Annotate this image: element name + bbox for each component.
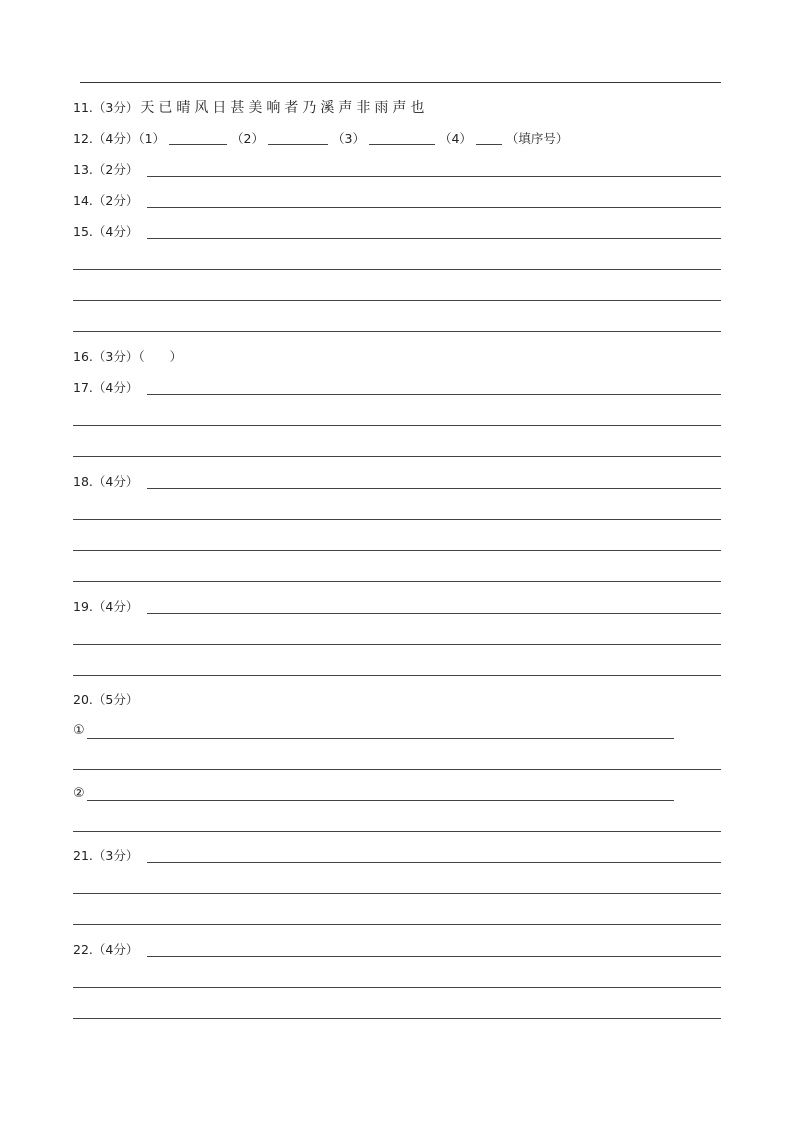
question-22-answer-line-2[interactable] — [73, 987, 721, 988]
question-12-note: （填序号） — [505, 131, 569, 146]
question-18-answer-line-1[interactable] — [147, 488, 721, 489]
question-15-answer-line-1[interactable] — [147, 238, 721, 239]
question-22-answer-line-1[interactable] — [147, 956, 721, 957]
question-12-label: 12.（4分） — [73, 131, 139, 146]
question-20-marker-1: ① — [73, 723, 85, 738]
question-20-answer-line-3[interactable] — [87, 800, 674, 801]
question-15-answer-line-2[interactable] — [73, 269, 721, 270]
question-21-answer-line-3[interactable] — [73, 924, 721, 925]
question-20-marker-2: ② — [73, 786, 85, 801]
question-12-part-4-label: （4） — [438, 131, 472, 146]
question-15-answer-line-3[interactable] — [73, 300, 721, 301]
question-15-answer-line-4[interactable] — [73, 331, 721, 332]
question-12-part-3-label: （3） — [332, 131, 365, 146]
question-17-answer-line-2[interactable] — [73, 425, 721, 426]
question-18-answer-line-3[interactable] — [73, 550, 721, 551]
question-19-answer-line-3[interactable] — [73, 675, 721, 676]
question-17-label: 17.（4分） — [73, 380, 139, 395]
top-rule — [80, 82, 721, 83]
question-17-answer-line-1[interactable] — [147, 394, 721, 395]
question-12-blank-4[interactable] — [476, 132, 502, 145]
question-16-answer-paren[interactable]: （ ） — [138, 349, 183, 364]
question-22-answer-line-3[interactable] — [73, 1018, 721, 1019]
question-12-blank-3[interactable] — [369, 132, 435, 145]
question-12-blank-2[interactable] — [268, 132, 328, 145]
question-17-answer-line-3[interactable] — [73, 456, 721, 457]
question-12-blank-1[interactable] — [169, 132, 227, 145]
question-21-label: 21.（3分） — [73, 848, 139, 863]
question-13-label: 13.（2分） — [73, 162, 139, 177]
question-22-label: 22.（4分） — [73, 942, 139, 957]
question-14-answer-line[interactable] — [147, 207, 721, 208]
question-20-answer-line-1[interactable] — [87, 738, 674, 739]
question-11-sentence: 天已晴风日甚美响者乃溪声非雨声也 — [140, 100, 429, 116]
question-12-part-1-label: （1） — [138, 131, 166, 146]
question-12 — [73, 131, 568, 147]
question-19-answer-line-1[interactable] — [147, 613, 721, 614]
question-20-answer-line-2[interactable] — [73, 769, 721, 770]
question-16 — [73, 349, 182, 365]
question-16-label: 16.（3分） — [73, 349, 139, 364]
question-21-answer-line-1[interactable] — [147, 862, 721, 863]
question-19-label: 19.（4分） — [73, 599, 139, 614]
question-13-answer-line[interactable] — [147, 176, 721, 177]
question-15-label: 15.（4分） — [73, 224, 139, 239]
question-18-answer-line-4[interactable] — [73, 581, 721, 582]
question-12-part-2-label: （2） — [231, 131, 264, 146]
question-20-answer-line-4[interactable] — [73, 831, 721, 832]
question-14-label: 14.（2分） — [73, 193, 139, 208]
question-11 — [73, 100, 428, 116]
question-20-label: 20.（5分） — [73, 692, 139, 707]
question-21-answer-line-2[interactable] — [73, 893, 721, 894]
question-18-answer-line-2[interactable] — [73, 519, 721, 520]
question-11-label: 11.（3分） — [73, 100, 139, 115]
question-19-answer-line-2[interactable] — [73, 644, 721, 645]
question-18-label: 18.（4分） — [73, 474, 139, 489]
